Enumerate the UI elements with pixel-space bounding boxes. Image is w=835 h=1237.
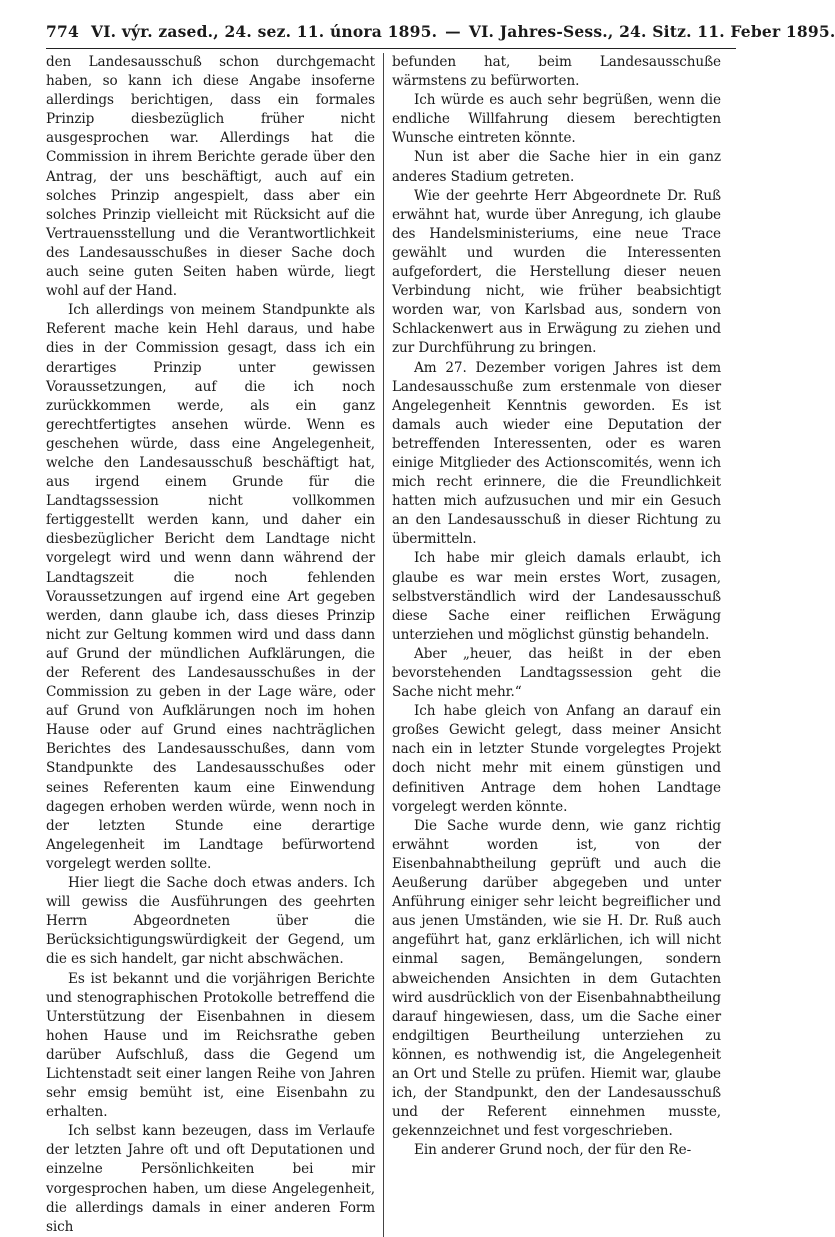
header-czech: VI. výr. zased., 24. sez. 11. února 1895.: [90, 22, 438, 41]
paragraph: Hier liegt die Sache doch etwas anders. Ich will gewiss die Ausführungen des geehrten Herrn Abgeordneten über die Berücksichtigungswürdigkeit der Gegend, um die es sich handelt, gar nicht abschwächen.: [46, 875, 375, 968]
paragraph: Nun ist aber die Sache hier in ein ganz anderes Stadium getreten.: [392, 149, 721, 185]
paragraph: Ich selbst kann bezeugen, dass im Verlaufe der letzten Jahre oft und oft Deputationen und einzelne Persönlichkeiten bei mir vorgesprochen haben, um diese Angelegenheit, die allerdings damals in einer anderen Form sich: [46, 1123, 375, 1235]
page-number: 774: [46, 22, 79, 41]
column-divider: [383, 53, 384, 1237]
paragraph: Am 27. Dezember vorigen Jahres ist dem Landesausschuße zum erstenmale von dieser Angelegenheit Kenntnis geworden. Es ist damals auch wieder eine Deputation der betreffenden Interessenten, oder es waren einige Mitglieder des Actionscomités, wenn ich mich recht erinnere, die die Freundlichkeit hatten mich aufzusuchen und mir ein Gesuch an den Landesausschuß in dieser Richtung zu übermitteln.: [392, 359, 721, 548]
paragraph: Ein anderer Grund noch, der für den Re-: [414, 1142, 692, 1159]
paragraph: Ich allerdings von meinem Standpunkte als Referent mache kein Hehl daraus, und habe dies in der Commission gesagt, dass ich ein derartiges Prinzip unter gewissen Voraussetzungen, auf die ich noch zurückkommen werde, als ein ganz gerechtfertigtes ansehen würde. Wenn es geschehen würde, dass eine Angelegenheit, welche den Landesausschuß beschäftigt hat, aus irgend einem Grunde für die Landtagssession nicht vollkommen fertiggestellt werden kann, und daher ein diesbezüglicher Bericht dem Landtage nicht vorgelegt wird und wenn dann während der Landtagszeit die noch fehlenden Voraussetzungen auf irgend eine Art gegeben werden, dann glaube ich, dass dieses Prinzip nicht zur Geltung kommen wird und dass dann auf Grund der mündlichen Aufklärungen, die der Referent des Landesausschußes in der Commission zu geben in der Lage wäre, oder auf Grund von Aufklärungen noch im hohen Hause oder auf Grund eines nachträglichen Berichtes des Landesausschußes, dann vom Standpunkte des Landesausschußes oder seines Referenten kaum eine Einwendung dagegen erhoben werden würde, wenn noch in der letzten Stunde eine derartige Angelegenheit im Landtage befürwortend vorgelegt werden sollte.: [46, 302, 375, 872]
header-separator: —: [445, 22, 461, 41]
right-column: [386, 53, 721, 1237]
paragraph: Ich habe gleich von Anfang an darauf ein großes Gewicht gelegt, dass meiner Ansicht nach ein in letzter Stunde vorgelegtes Projekt doch nicht mehr mit einem günstigen und definitiven Antrage dem hohen Landtage vorgelegt werden könnte.: [392, 703, 721, 815]
header-german: VI. Jahres-Sess., 24. Sitz. 11. Feber 1895.: [468, 22, 835, 41]
header-rule: [46, 48, 736, 49]
paragraph: Wie der geehrte Herr Abgeordnete Dr. Ruß erwähnt hat, wurde über Anregung, ich glaube des Handelsministeriums, eine neue Trace gewählt und wurden die Interessenten aufgefordert, die Herstellung dieser neuen Verbindung nicht, wie früher beabsichtigt worden war, von Karlsbad aus, sondern von Schlackenwert aus in Erwägung zu ziehen und zur Durchführung zu bringen.: [392, 187, 721, 357]
running-header: [46, 22, 835, 46]
paragraph: Ich habe mir gleich damals erlaubt, ich glaube es war mein erstes Wort, zusagen, selbstverständlich wird der Landesausschuß diese Sache einer reiflichen Erwägung unterziehen und möglichst günstig behandeln.: [392, 550, 721, 643]
left-column: [46, 53, 381, 1237]
paragraph: Ich würde es auch sehr begrüßen, wenn die endliche Willfahrung diesem berechtigten Wunsche eintreten könnte.: [392, 92, 721, 147]
paragraph: den Landesausschuß schon durchgemacht haben, so kann ich diese Angabe insoferne allerdings berichtigen, dass ein formales Prinzip diesbezüglich früher nicht ausgesprochen war. Allerdings hat die Commission in ihrem Berichte gerade über den Antrag, der uns beschäftigt, auch auf ein solches Prinzip angespielt, dass aber ein solches Prinzip vielleicht mit Rücksicht auf die Vertrauensstellung und die Verantwortlichkeit des Landesausschußes in dieser Sache doch auch seine guten Seiten haben würde, liegt wohl auf der Hand.: [46, 54, 375, 300]
paragraph: Es ist bekannt und die vorjährigen Berichte und stenographischen Protokolle betreffend die Unterstützung der Eisenbahnen in diesem hohen Hause und im Reichsrathe geben darüber Aufschluß, dass die Gegend um Lichtenstadt seit einer langen Reihe von Jahren sehr emsig bemüht ist, eine Eisenbahn zu erhalten.: [46, 970, 375, 1121]
paragraph: befunden hat, beim Landesausschuße wärmstens zu befürworten.: [392, 54, 721, 90]
paragraph: Aber „heuer, das heißt in der eben bevorstehenden Landtagssession geht die Sache nicht mehr.“: [392, 645, 721, 701]
text-columns: [46, 53, 736, 1237]
paragraph: Die Sache wurde denn, wie ganz richtig erwähnt worden ist, von der Eisenbahnabtheilung geprüft und auch die Aeußerung darüber abgegeben und unter Anführung einiger sehr leicht begreiflicher und aus jenen Umständen, wie sie H. Dr. Ruß auch angeführt hat, ganz erklärlichen, ich will nicht einmal sagen, Bemängelungen, sondern abweichenden Ansichten in dem Gutachten wird ausdrücklich von der Eisenbahnabtheilung darauf hingewiesen, dass, um die Sache einer endgiltigen Beurtheilung unterziehen zu können, es nothwendig ist, die Angelegenheit an Ort und Stelle zu prüfen. Hiemit war, glaube ich, der Standpunkt, den der Landesausschuß und der Referent einnehmen musste, gekennzeichnet und fest vorgeschrieben.: [392, 817, 721, 1140]
